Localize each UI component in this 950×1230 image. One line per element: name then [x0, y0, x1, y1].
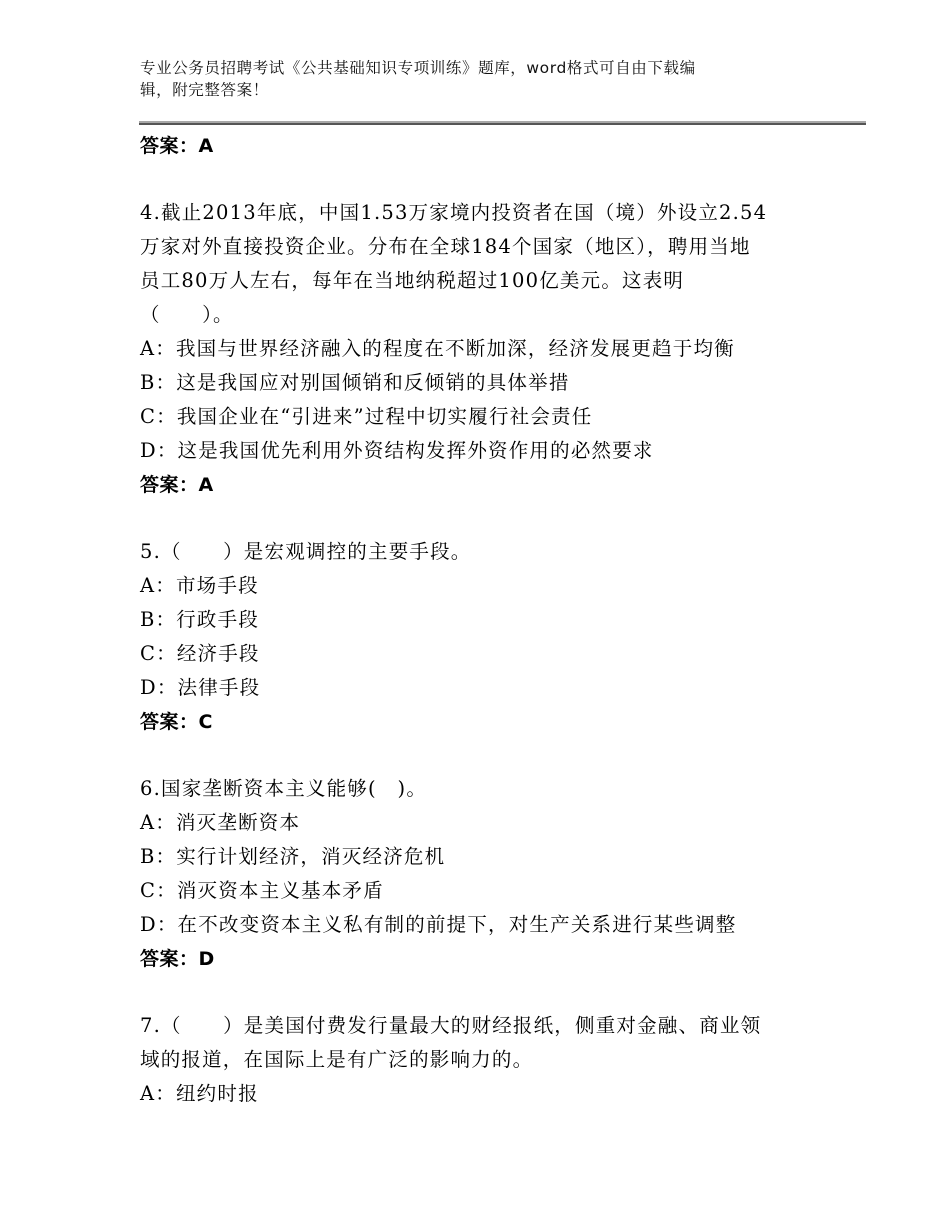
question-7: [140, 1009, 800, 1111]
option-c: C：我国企业在“引进来”过程中切实履行社会责任: [140, 405, 593, 428]
stem-line: 万家对外直接投资企业。分布在全球184个国家（地区），聘用当地: [140, 235, 751, 258]
spacer: [140, 976, 800, 1009]
question-stem: [140, 196, 800, 332]
stem-line: 5.（ ）是宏观调控的主要手段。: [140, 540, 472, 563]
previous-answer: 答案：A: [140, 135, 214, 157]
spacer: [140, 502, 800, 535]
option-d: D：在不改变资本主义私有制的前提下，对生产关系进行某些调整: [140, 913, 737, 936]
answer: 答案：A: [140, 474, 214, 496]
header-divider: [139, 121, 866, 125]
option-a: A：我国与世界经济融入的程度在不断加深，经济发展更趋于均衡: [140, 337, 735, 360]
stem-line: 域的报道，在国际上是有广泛的影响力的。: [140, 1048, 534, 1071]
option-d: D：法律手段: [140, 676, 261, 699]
header-line-2: 辑，附完整答案！: [140, 81, 269, 99]
option-c: C：消灭资本主义基本矛盾: [140, 879, 384, 902]
header-line-1: 专业公务员招聘考试《公共基础知识专项训练》题库，word格式可自由下载编: [140, 59, 696, 77]
stem-line: 7.（ ）是美国付费发行量最大的财经报纸，侧重对金融、商业领: [140, 1014, 762, 1037]
page-header: [140, 57, 800, 101]
option-b: B：实行计划经济，消灭经济危机: [140, 845, 446, 868]
answer: 答案：D: [140, 948, 215, 970]
spacer: [140, 163, 800, 196]
option-a: A：消灭垄断资本: [140, 811, 301, 834]
option-c: C：经济手段: [140, 642, 260, 665]
option-b: B：这是我国应对别国倾销和反倾销的具体举措: [140, 371, 570, 394]
option-a: A：市场手段: [140, 574, 259, 597]
stem-line: 4.截止2013年底，中国1.53万家境内投资者在国（境）外设立2.54: [140, 201, 768, 224]
question-5: [140, 535, 800, 739]
stem-line: 6.国家垄断资本主义能够( )。: [140, 777, 428, 800]
option-a: A：纽约时报: [140, 1082, 259, 1105]
document-body: [140, 129, 800, 1111]
answer: 答案：C: [140, 711, 213, 733]
spacer: [140, 739, 800, 772]
stem-line: （ ）。: [140, 303, 234, 326]
question-6: [140, 772, 800, 976]
question-4: [140, 196, 800, 502]
option-d: D：这是我国优先利用外资结构发挥外资作用的必然要求: [140, 439, 654, 462]
stem-line: 员工80万人左右，每年在当地纳税超过100亿美元。这表明: [140, 269, 685, 292]
option-b: B：行政手段: [140, 608, 260, 631]
